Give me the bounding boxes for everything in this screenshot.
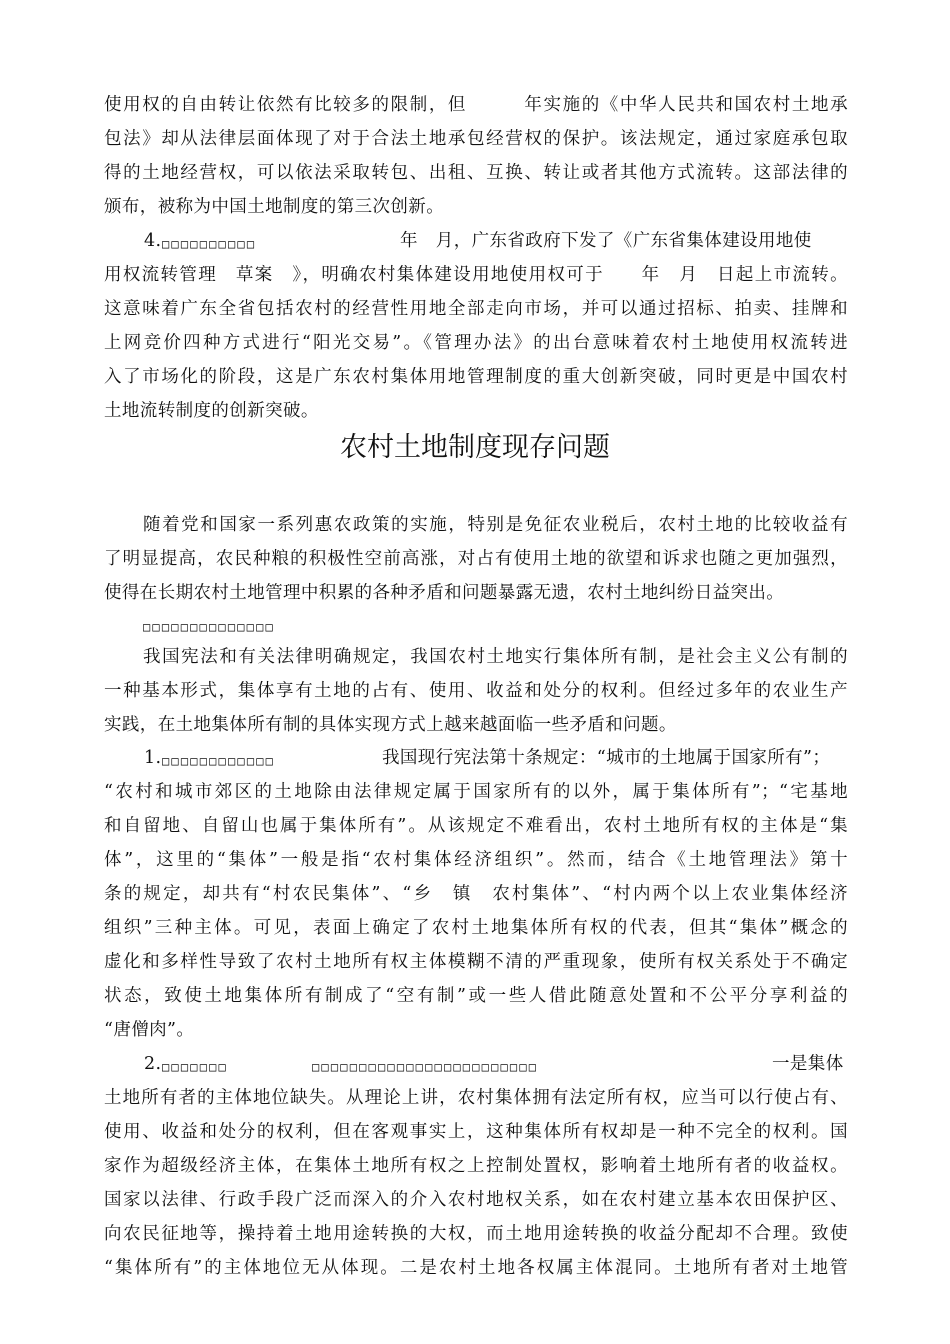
paragraph-line: “集体所有”的主体地位无从体现。二是农村土地各权属主体混同。土地所有者对土地管	[104, 1258, 848, 1278]
paragraph-line: 土地流转制度的创新突破。	[104, 401, 319, 421]
paragraph-line: 得的土地经营权，可以依法采取转包、出租、互换、转让或者其他方式流转。这部法律的	[104, 163, 848, 183]
item-text: 我国现行宪法第十条规定：“城市的土地属于国家所有”；	[382, 748, 831, 768]
paragraph-line: 家作为超级经济主体，在集体土地所有权之上控制处置权，影响着土地所有者的收益权。	[104, 1156, 848, 1176]
item-text: 一是集体	[772, 1054, 844, 1074]
item-2-first-line	[104, 1051, 848, 1077]
paragraph-line: 这意味着广东全省包括农村的经营性用地全部走向市场，并可以通过招标、拍卖、挂牌和	[104, 299, 848, 319]
paragraph-line: 使得在长期农村土地管理中积累的各种矛盾和问题暴露无遗，农村土地纠纷日益突出。	[104, 583, 785, 603]
item-number: 1.	[144, 748, 162, 768]
garbled-heading: □□□□□□□□□□	[162, 237, 257, 251]
paragraph-line: 随着党和国家一系列惠农政策的实施，特别是免征农业税后，农村土地的比较收益有	[143, 515, 848, 535]
paragraph-line: 国家以法律、行政手段广泛而深入的介入农村地权关系，如在农村建立基本农田保护区、	[104, 1190, 848, 1210]
paragraph-line: 上网竞价四种方式进行“阳光交易”。《管理办法》的出台意味着农村土地使用权流转进	[104, 333, 848, 353]
paragraph-line: “农村和城市郊区的土地除由法律规定属于国家所有的以外，属于集体所有”；“宅基地	[104, 782, 848, 802]
item-4-first-line	[104, 228, 848, 254]
paragraph-line: 组织”三种主体。可见，表面上确定了农村土地集体所有权的代表，但其“集体”概念的	[104, 918, 848, 938]
paragraph-line: 实践，在土地集体所有制的具体实现方式上越来越面临一些矛盾和问题。	[104, 715, 677, 735]
paragraph-line: 土地所有者的主体地位缺失。从理论上讲，农村集体拥有法定所有权，应当可以行使占有、	[104, 1088, 848, 1108]
paragraph-line: 我国宪法和有关法律明确规定，我国农村土地实行集体所有制，是社会主义公有制的	[143, 647, 848, 667]
section-heading: 农村土地制度现存问题	[340, 432, 610, 463]
garbled-heading: □□□□□□□□□□□□	[162, 754, 276, 768]
paragraph-line: 使用、收益和处分的权利，但在客观事实上，这种集体所有权却是一种不完全的权利。国	[104, 1122, 848, 1142]
paragraph-line: 向农民征地等，操持着土地用途转换的大权，而土地用途转换的收益分配却不合理。致使	[104, 1224, 848, 1244]
garbled-heading: □□□□□□□	[162, 1060, 228, 1074]
paragraph-line: 了明显提高，农民种粮的积极性空前高涨，对占有使用土地的欲望和诉求也随之更加强烈，	[104, 549, 848, 569]
paragraph-line: 条的规定，却共有“村农民集体”、“乡 镇 农村集体”、“村内两个以上农业集体经济	[104, 884, 848, 904]
paragraph-line: 用权流转管理 草案 》，明确农村集体建设用地使用权可于 年 月 日起上市流转。	[104, 265, 848, 285]
paragraph-line: 状态，致使土地集体所有制成了“空有制”或一些人借此随意处置和不公平分享利益的	[104, 986, 848, 1006]
paragraph-line: 虚化和多样性导致了农村土地所有权主体模糊不清的严重现象，使所有权关系处于不确定	[104, 952, 848, 972]
garbled-subheading: □□□□□□□□□□□□□□	[143, 620, 275, 634]
garbled-text: □□□□□□□□□□□□□□□□□□□□□□□□	[312, 1060, 539, 1074]
item-number: 4.	[144, 231, 162, 251]
item-1-first-line	[104, 745, 848, 771]
paragraph-line: 一种基本形式，集体享有土地的占有、使用、收益和处分的权利。但经过多年的农业生产	[104, 681, 848, 701]
paragraph-line: 和自留地、自留山也属于集体所有”。从该规定不难看出，农村土地所有权的主体是“集	[104, 816, 848, 836]
paragraph-line: 包法》却从法律层面体现了对于合法土地承包经营权的保护。该法规定，通过家庭承包取	[104, 129, 848, 149]
paragraph-line: 入了市场化的阶段，这是广东农村集体用地管理制度的重大创新突破，同时更是中国农村	[104, 367, 848, 387]
paragraph-line: 体”，这里的“集体”一般是指“农村集体经济组织”。然而，结合《土地管理法》第十	[104, 850, 848, 870]
paragraph-line: “唐僧肉”。	[104, 1020, 195, 1040]
paragraph-line: 颁布，被称为中国土地制度的第三次创新。	[104, 197, 445, 217]
item-number: 2.	[144, 1054, 162, 1074]
paragraph-line: 使用权的自由转让依然有比较多的限制，但 年实施的《中华人民共和国农村土地承	[104, 95, 848, 115]
item-text: 年 月，广东省政府下发了《广东省集体建设用地使	[400, 231, 812, 251]
